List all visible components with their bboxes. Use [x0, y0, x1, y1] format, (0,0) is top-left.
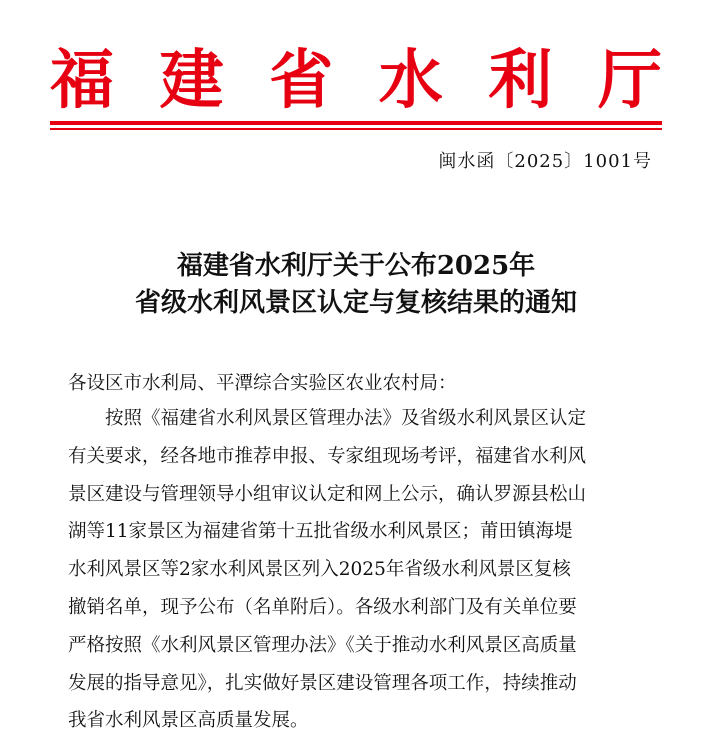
title-line-1: 福建省水利厅关于公布2025年	[176, 251, 536, 281]
title-line-2: 省级水利风景区认定与复核结果的通知	[134, 288, 577, 318]
document-number: 闽水函〔2025〕1001号	[438, 151, 652, 172]
document-title	[40, 248, 672, 322]
body-line: 水利风景区等2家水利风景区列入2025年省级水利风景区复核	[68, 559, 571, 581]
body-paragraph	[68, 400, 658, 740]
masthead-char: 福	[50, 43, 114, 118]
body-line: 湖等11家景区为福建省第十五批省级水利风景区；莆田镇海堤	[68, 521, 573, 543]
masthead-char: 水	[378, 43, 443, 118]
masthead-title	[50, 42, 662, 120]
masthead-char: 建	[159, 43, 224, 118]
body-line: 景区建设与管理领导小组审议认定和网上公示，确认罗源县松山	[68, 483, 587, 505]
body-line: 撤销名单，现予公布（名单附后）。各级水利部门及有关单位要	[68, 596, 577, 618]
addressee: 各设区市水利局、平潭综合实验区农业农村局：	[68, 373, 457, 394]
masthead-char: 厅	[597, 43, 662, 118]
body-line: 严格按照《水利风景区管理办法》《关于推动水利风景区高质量	[68, 634, 577, 656]
body-line: 按照《福建省水利风景区管理办法》及省级水利风景区认定	[105, 408, 587, 429]
body-line: 发展的指导意见》，扎实做好景区建设管理各项工作，持续推动	[68, 672, 577, 694]
body-line: 有关要求，经各地市推荐申报、专家组现场考评，福建省水利风	[68, 445, 587, 467]
masthead-char: 利	[488, 43, 553, 118]
masthead-rule-thin	[50, 128, 662, 130]
body-line: 我省水利风景区高质量发展。	[68, 710, 309, 732]
masthead-char: 省	[269, 43, 334, 118]
masthead-rule-thick	[50, 121, 662, 125]
